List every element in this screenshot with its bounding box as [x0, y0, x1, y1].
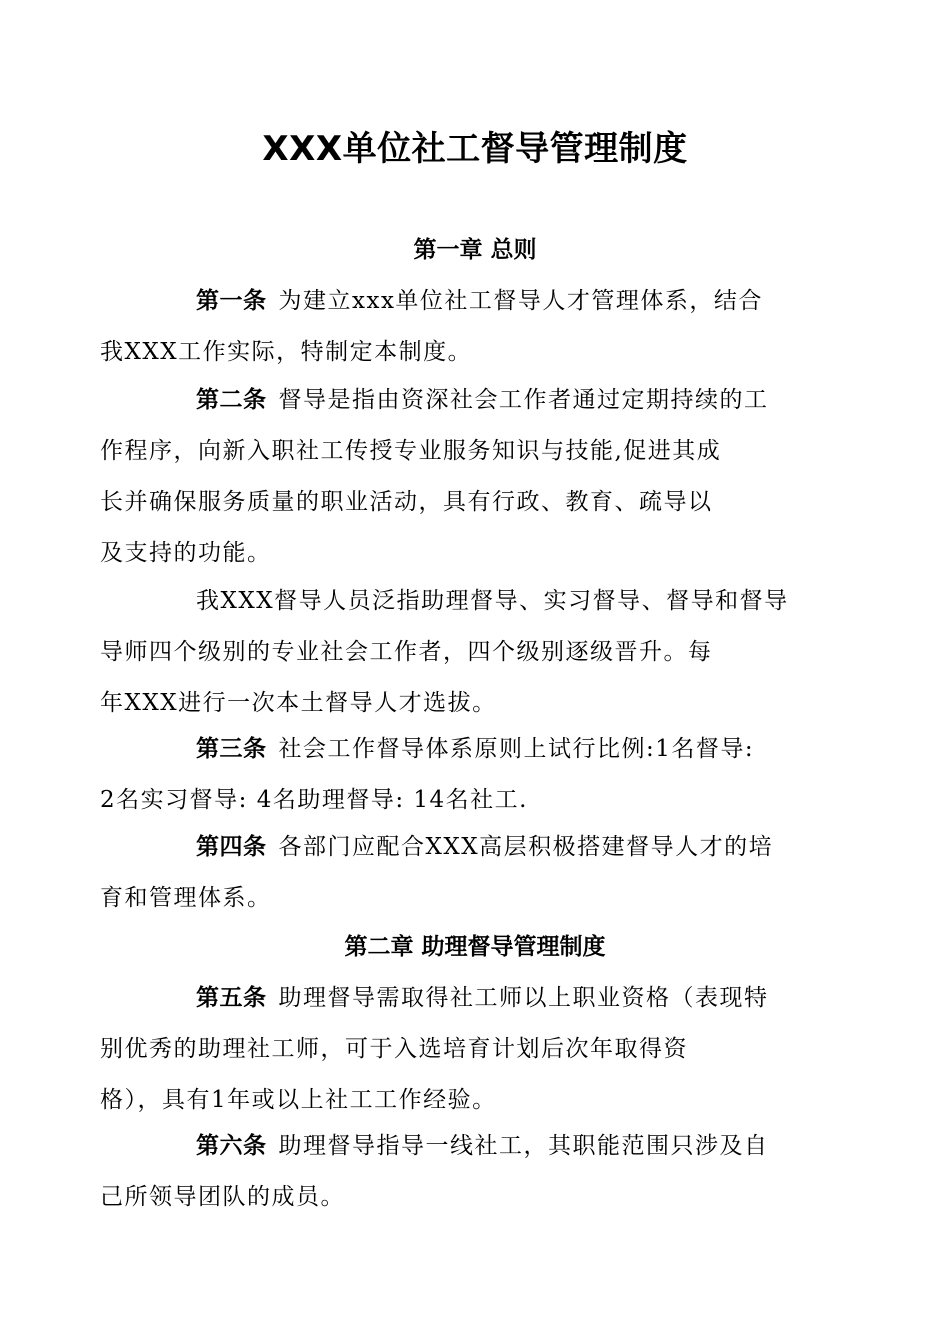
article-label: 第四条: [196, 834, 267, 860]
article-text-line: 我XXX工作实际，特制定本制度。: [100, 339, 473, 365]
chapter-1-heading: 第一章 总则: [413, 237, 537, 263]
article-4: [100, 822, 808, 924]
article-text-line: 2名实习督导: 4名助理督导: 14名社工.: [100, 787, 528, 813]
article-text-line: 社会工作督导体系原则上试行比例:1名督导:: [278, 736, 755, 762]
article-label: 第六条: [196, 1133, 267, 1159]
article-3: [100, 724, 808, 826]
article-text-line: 格），具有1年或以上社工工作经验。: [100, 1087, 497, 1113]
chapter-2-heading: 第二章 助理督导管理制度: [344, 934, 606, 960]
document-title: XXX单位社工督导管理制度: [262, 129, 688, 169]
article-1: [100, 276, 808, 378]
article-text-line: 别优秀的助理社工师，可于入选培育计划后次年取得资: [100, 1036, 688, 1062]
paragraph-text-line: 导师四个级别的专业社会工作者，四个级别逐级晋升。每: [100, 639, 713, 665]
article-text-line: 各部门应配合XXX高层积极搭建督导人才的培: [278, 834, 774, 860]
personnel-paragraph: [100, 576, 808, 729]
article-text-line: 助理督导指导一线社工，其职能范围只涉及自: [278, 1133, 769, 1159]
article-text-line: 长并确保服务质量的职业活动，具有行政、教育、疏导以: [100, 489, 713, 515]
article-text-line: 及支持的功能。: [100, 540, 272, 566]
article-label: 第五条: [196, 985, 267, 1011]
article-text-line: 育和管理体系。: [100, 885, 272, 911]
article-text-line: 督导是指由资深社会工作者通过定期持续的工: [278, 387, 769, 413]
paragraph-text-line: 年XXX进行一次本土督导人才选拔。: [100, 690, 497, 716]
article-text-line: 助理督导需取得社工师以上职业资格（表现特: [278, 985, 769, 1011]
article-2: [100, 375, 808, 579]
paragraph-text-line: 我XXX督导人员泛指助理督导、实习督导、督导和督导: [196, 588, 789, 614]
article-text-line: 为建立xxx单位社工督导人才管理体系，结合: [278, 288, 763, 314]
article-text-line: 作程序，向新入职社工传授专业服务知识与技能,促进其成: [100, 438, 722, 464]
article-5: [100, 973, 808, 1126]
article-6: [100, 1121, 808, 1223]
article-label: 第二条: [196, 387, 267, 413]
article-label: 第一条: [196, 288, 267, 314]
article-label: 第三条: [196, 736, 267, 762]
article-text-line: 己所领导团队的成员。: [100, 1184, 345, 1210]
